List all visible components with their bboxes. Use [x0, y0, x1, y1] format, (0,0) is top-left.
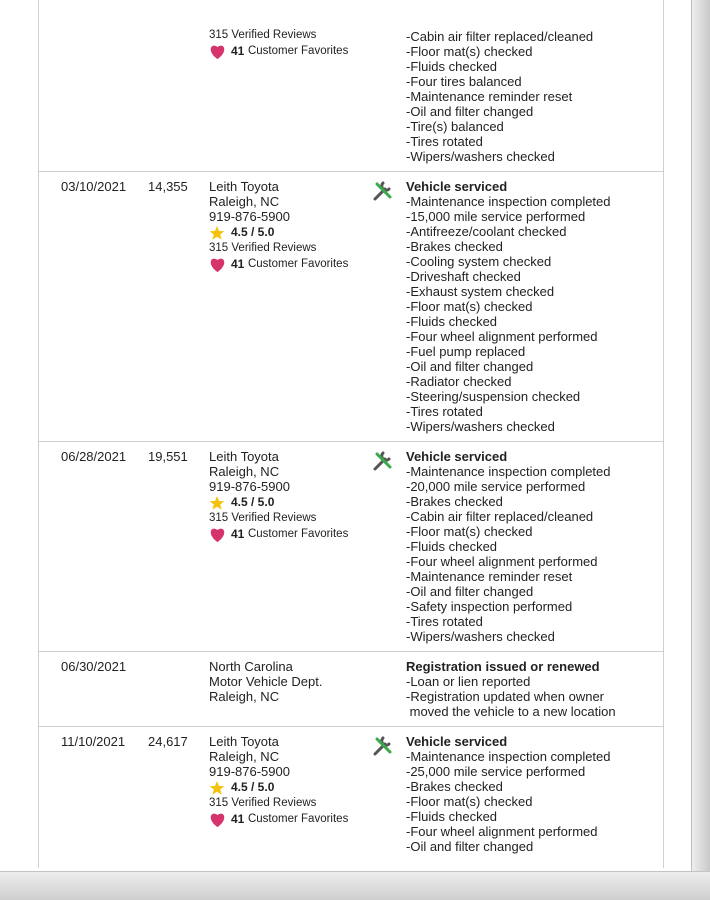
detail-item: -Four tires balanced [406, 74, 522, 89]
rating-value: 4.5 / 5.0 [231, 495, 275, 509]
detail-item: -Cooling system checked [406, 254, 552, 269]
date-cell: 06/28/2021 [61, 449, 127, 464]
detail-item: -Brakes checked [406, 779, 503, 794]
table-row [39, 171, 663, 442]
detail-list [406, 464, 611, 644]
customer-favorites [209, 256, 348, 273]
detail-list [406, 194, 611, 434]
mileage-cell: 24,617 [148, 734, 188, 749]
favorites-count: 41 [231, 812, 245, 826]
detail-item: -Maintenance inspection completed [406, 749, 611, 764]
source-location: Raleigh, NC [209, 194, 280, 209]
page-edge-bottom [0, 871, 710, 900]
detail-item: -Brakes checked [406, 494, 503, 509]
detail-item: moved the vehicle to a new location [406, 704, 616, 719]
detail-item: -Maintenance reminder reset [406, 569, 573, 584]
detail-item: -Four wheel alignment performed [406, 824, 598, 839]
customer-favorites [209, 811, 348, 828]
source-cell [209, 659, 322, 704]
detail-item: -Fluids checked [406, 314, 498, 329]
heart-icon [209, 44, 231, 60]
detail-item: -Safety inspection performed [406, 599, 573, 614]
detail-item: -Cabin air filter replaced/cleaned [406, 29, 594, 44]
detail-item: -Floor mat(s) checked [406, 299, 533, 314]
table-row [39, 441, 663, 652]
detail-heading: Vehicle serviced [406, 734, 508, 749]
page-edge-right [691, 0, 710, 900]
detail-item: -Maintenance inspection completed [406, 464, 611, 479]
detail-item: -Floor mat(s) checked [406, 794, 533, 809]
detail-item: -Steering/suspension checked [406, 389, 581, 404]
favorites-count: 41 [231, 257, 245, 271]
rating-value: 4.5 / 5.0 [231, 780, 275, 794]
rating-value: 4.5 / 5.0 [231, 225, 275, 239]
wrench-screwdriver-icon [371, 734, 395, 758]
favorites-label: Customer Favorites [247, 813, 349, 825]
detail-item: -Registration updated when owner [406, 689, 605, 704]
star-icon [209, 780, 231, 796]
detail-item: -Brakes checked [406, 239, 503, 254]
details-cell [406, 449, 611, 644]
source-cell [209, 179, 348, 273]
source-location: Raleigh, NC [209, 749, 280, 764]
source-phone: 919-876-5900 [209, 764, 290, 779]
source-name: North Carolina [209, 659, 293, 674]
detail-item: -Maintenance inspection completed [406, 194, 611, 209]
detail-item: -20,000 mile service performed [406, 479, 586, 494]
favorites-label: Customer Favorites [247, 45, 349, 57]
details-cell [406, 734, 611, 854]
source-location: Raleigh, NC [209, 464, 280, 479]
star-icon [209, 495, 231, 511]
source-cell [209, 734, 348, 828]
detail-item: -Fluids checked [406, 539, 498, 554]
customer-favorites [209, 43, 348, 60]
table-row [39, 726, 663, 868]
detail-item: -Oil and filter changed [406, 584, 534, 599]
detail-item: -Tires rotated [406, 134, 483, 149]
table-row [39, 0, 663, 172]
verified-reviews: 315 Verified Reviews [209, 797, 317, 809]
mileage-cell: 14,355 [148, 179, 188, 194]
detail-item: -Four wheel alignment performed [406, 329, 598, 344]
table-row [39, 651, 663, 727]
detail-item: -Four wheel alignment performed [406, 554, 598, 569]
detail-list [406, 749, 611, 854]
detail-item: -25,000 mile service performed [406, 764, 586, 779]
details-cell [406, 179, 611, 434]
detail-item: -Fuel pump replaced [406, 344, 526, 359]
detail-heading: Vehicle serviced [406, 179, 508, 194]
favorites-label: Customer Favorites [247, 258, 349, 270]
detail-item: -Exhaust system checked [406, 284, 555, 299]
source-phone: 919-876-5900 [209, 479, 290, 494]
detail-item: -Antifreeze/coolant checked [406, 224, 567, 239]
heart-icon [209, 527, 231, 543]
detail-item: -Oil and filter changed [406, 839, 534, 854]
detail-item: -Cabin air filter replaced/cleaned [406, 509, 594, 524]
detail-item: -Floor mat(s) checked [406, 524, 533, 539]
detail-item: -Oil and filter changed [406, 104, 534, 119]
detail-item: -Radiator checked [406, 374, 512, 389]
source-cell [209, 449, 348, 543]
wrench-screwdriver-icon [371, 179, 395, 203]
detail-item: -Tire(s) balanced [406, 119, 504, 134]
wrench-screwdriver-icon [371, 449, 395, 473]
star-icon [209, 225, 231, 241]
detail-item: -Maintenance reminder reset [406, 89, 573, 104]
detail-item: -Fluids checked [406, 809, 498, 824]
mileage-cell: 19,551 [148, 449, 188, 464]
detail-item: -Tires rotated [406, 404, 483, 419]
detail-item: -Driveshaft checked [406, 269, 521, 284]
favorites-count: 41 [231, 527, 245, 541]
source-name: Leith Toyota [209, 449, 279, 464]
source-name: Leith Toyota [209, 179, 279, 194]
verified-reviews: 315 Verified Reviews [209, 29, 317, 41]
favorites-count: 41 [231, 44, 245, 58]
detail-item: -Wipers/washers checked [406, 629, 555, 644]
rating-line [209, 224, 348, 241]
date-cell: 11/10/2021 [61, 734, 126, 749]
heart-icon [209, 812, 231, 828]
detail-heading: Registration issued or renewed [406, 659, 600, 674]
favorites-label: Customer Favorites [247, 528, 349, 540]
detail-list [406, 674, 616, 719]
rating-line [209, 779, 348, 796]
date-cell: 06/30/2021 [61, 659, 127, 674]
source-location: Raleigh, NC [209, 689, 280, 704]
details-cell [406, 29, 593, 164]
detail-heading: Vehicle serviced [406, 449, 508, 464]
detail-item: -Floor mat(s) checked [406, 44, 533, 59]
verified-reviews: 315 Verified Reviews [209, 512, 317, 524]
date-cell: 03/10/2021 [61, 179, 127, 194]
detail-item: -Loan or lien reported [406, 674, 531, 689]
rating-line [209, 494, 348, 511]
source-cell [209, 28, 348, 60]
details-cell [406, 659, 616, 719]
source-dept: Motor Vehicle Dept. [209, 674, 323, 689]
service-history-table [38, 0, 664, 868]
source-name: Leith Toyota [209, 734, 279, 749]
detail-item: -Wipers/washers checked [406, 149, 555, 164]
detail-item: -15,000 mile service performed [406, 209, 586, 224]
verified-reviews: 315 Verified Reviews [209, 242, 317, 254]
source-phone: 919-876-5900 [209, 209, 290, 224]
customer-favorites [209, 526, 348, 543]
detail-list [406, 29, 593, 164]
detail-item: -Oil and filter changed [406, 359, 534, 374]
detail-item: -Tires rotated [406, 614, 483, 629]
heart-icon [209, 257, 231, 273]
detail-item: -Wipers/washers checked [406, 419, 555, 434]
detail-item: -Fluids checked [406, 59, 498, 74]
